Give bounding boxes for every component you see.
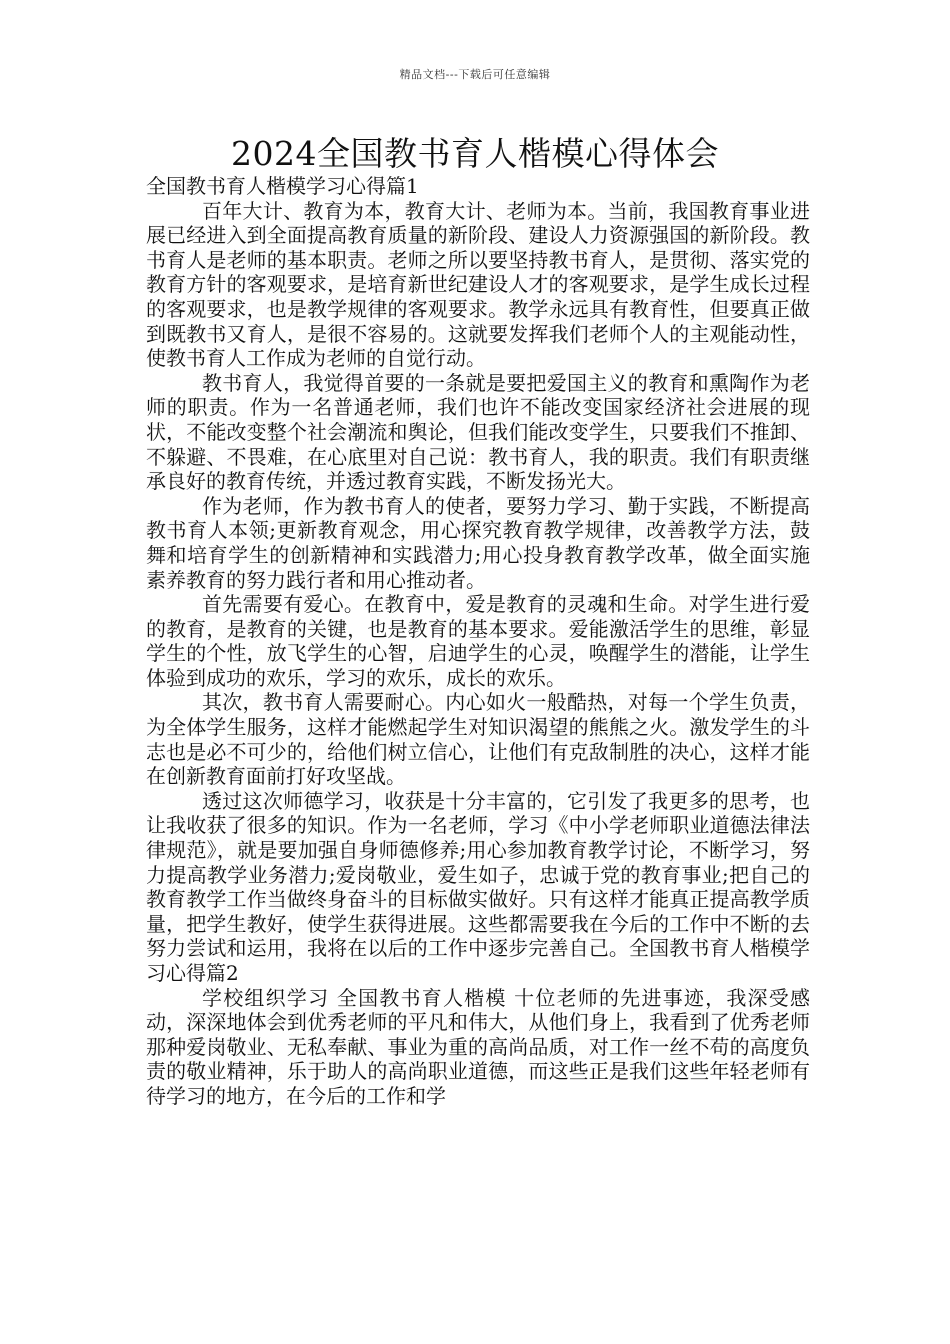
header-note: 精品文档---下载后可任意编辑 (399, 68, 551, 81)
section-2-paragraph-1: 学校组织学习 全国教书育人楷模 十位老师的先进事迹，我深受感动，深深地体会到优秀老师的平凡和伟大，从他们身上，我看到了优秀老师那种爱岗敬业、无私奉献、事业为重的高尚品质，对工作一丝不苟的高度负责的敬业精神，乐于助人的高尚职业道德，而这些正是我们这些年轻老师有待学习的地方，在今后的工作和学 (146, 985, 810, 1108)
paragraph-6 (146, 789, 810, 986)
paragraph-2: 教书育人，我觉得首要的一条就是要把爱国主义的教育和熏陶作为老师的职责。作为一名普通老师，我们也许不能改变国家经济社会进展的现状，不能改变整个社会潮流和舆论，但我们能改变学生，只要我们不推卸、不躲避、不畏难，在心底里对自己说：教书育人，我的职责。我们有职责继承良好的教育传统，并透过教育实践，不断发扬光大。 (146, 370, 810, 494)
paragraph-4: 首先需要有爱心。在教育中，爱是教育的灵魂和生命。对学生进行爱的教育，是教育的关键，也是教育的基本要求。爱能激活学生的思维，彰显学生的个性，放飞学生的心智，启迪学生的心灵，唤醒学生的潜能，让学生体验到成功的欢乐，学习的欢乐，成长的欢乐。 (146, 592, 810, 690)
document-title: 2024全国教书育人楷模心得体会 (231, 134, 719, 173)
paragraph-1: 百年大计、教育为本，教育大计、老师为本。当前，我国教育事业进展已经进入到全面提高教育质量的新阶段、建设人力资源强国的新阶段。教书育人是老师的基本职责。老师之所以要坚持教书育人，是贯彻、落实党的教育方针的客观要求，是培育新世纪建设人才的客观要求，是学生成长过程的客观要求，也是教学规律的客观要求。教学永远具有教育性，但要真正做到既教书又育人，是很不容易的。这就要发挥我们老师个人的主观能动性，使教书育人工作成为老师的自觉行动。 (146, 198, 810, 371)
paragraph-3: 作为老师，作为教书育人的使者，要努力学习、勤于实践，不断提高教书育人本领;更新教育观念，用心探究教育教学规律，改善教学方法，鼓舞和培育学生的创新精神和实践潜力;用心投身教育教学改革，做全面实施素养教育的努力践行者和用心推动者。 (146, 493, 810, 592)
paragraph-6-text: 透过这次师德学习，收获是十分丰富的，它引发了我更多的思考，也让我收获了很多的知识。作为一名老师，学习《中小学老师职业道德法律法律规范》，就是要加强自身师德修养;用心参加教育教学讨论，不断学习，努力提高教学业务潜力;爱岗敬业，爱生如子，忠诚于党的教育事业;把自己的教育教学工作当做终身奋斗的目标做实做好。只有这样才能真正提高教学质量，把学生教好，使学生获得进展。这些都需要我在今后的工作中不断的去努力尝试和运用，我将在以后的工作中逐步完善自己。 (146, 788, 810, 961)
paragraph-5: 其次，教书育人需要耐心。内心如火一般酷热，对每一个学生负责，为全体学生服务，这样才能燃起学生对知识渴望的熊熊之火。激发学生的斗志也是必不可少的，给他们树立信心，让他们有克敌制胜的决心，这样才能在创新教育面前打好攻坚战。 (146, 690, 810, 789)
section-1-heading: 全国教书育人楷模学习心得篇1 (146, 174, 419, 198)
section-2-heading: 全国教书育人楷模学习心得篇2 (146, 936, 810, 985)
document-body (146, 174, 810, 1109)
